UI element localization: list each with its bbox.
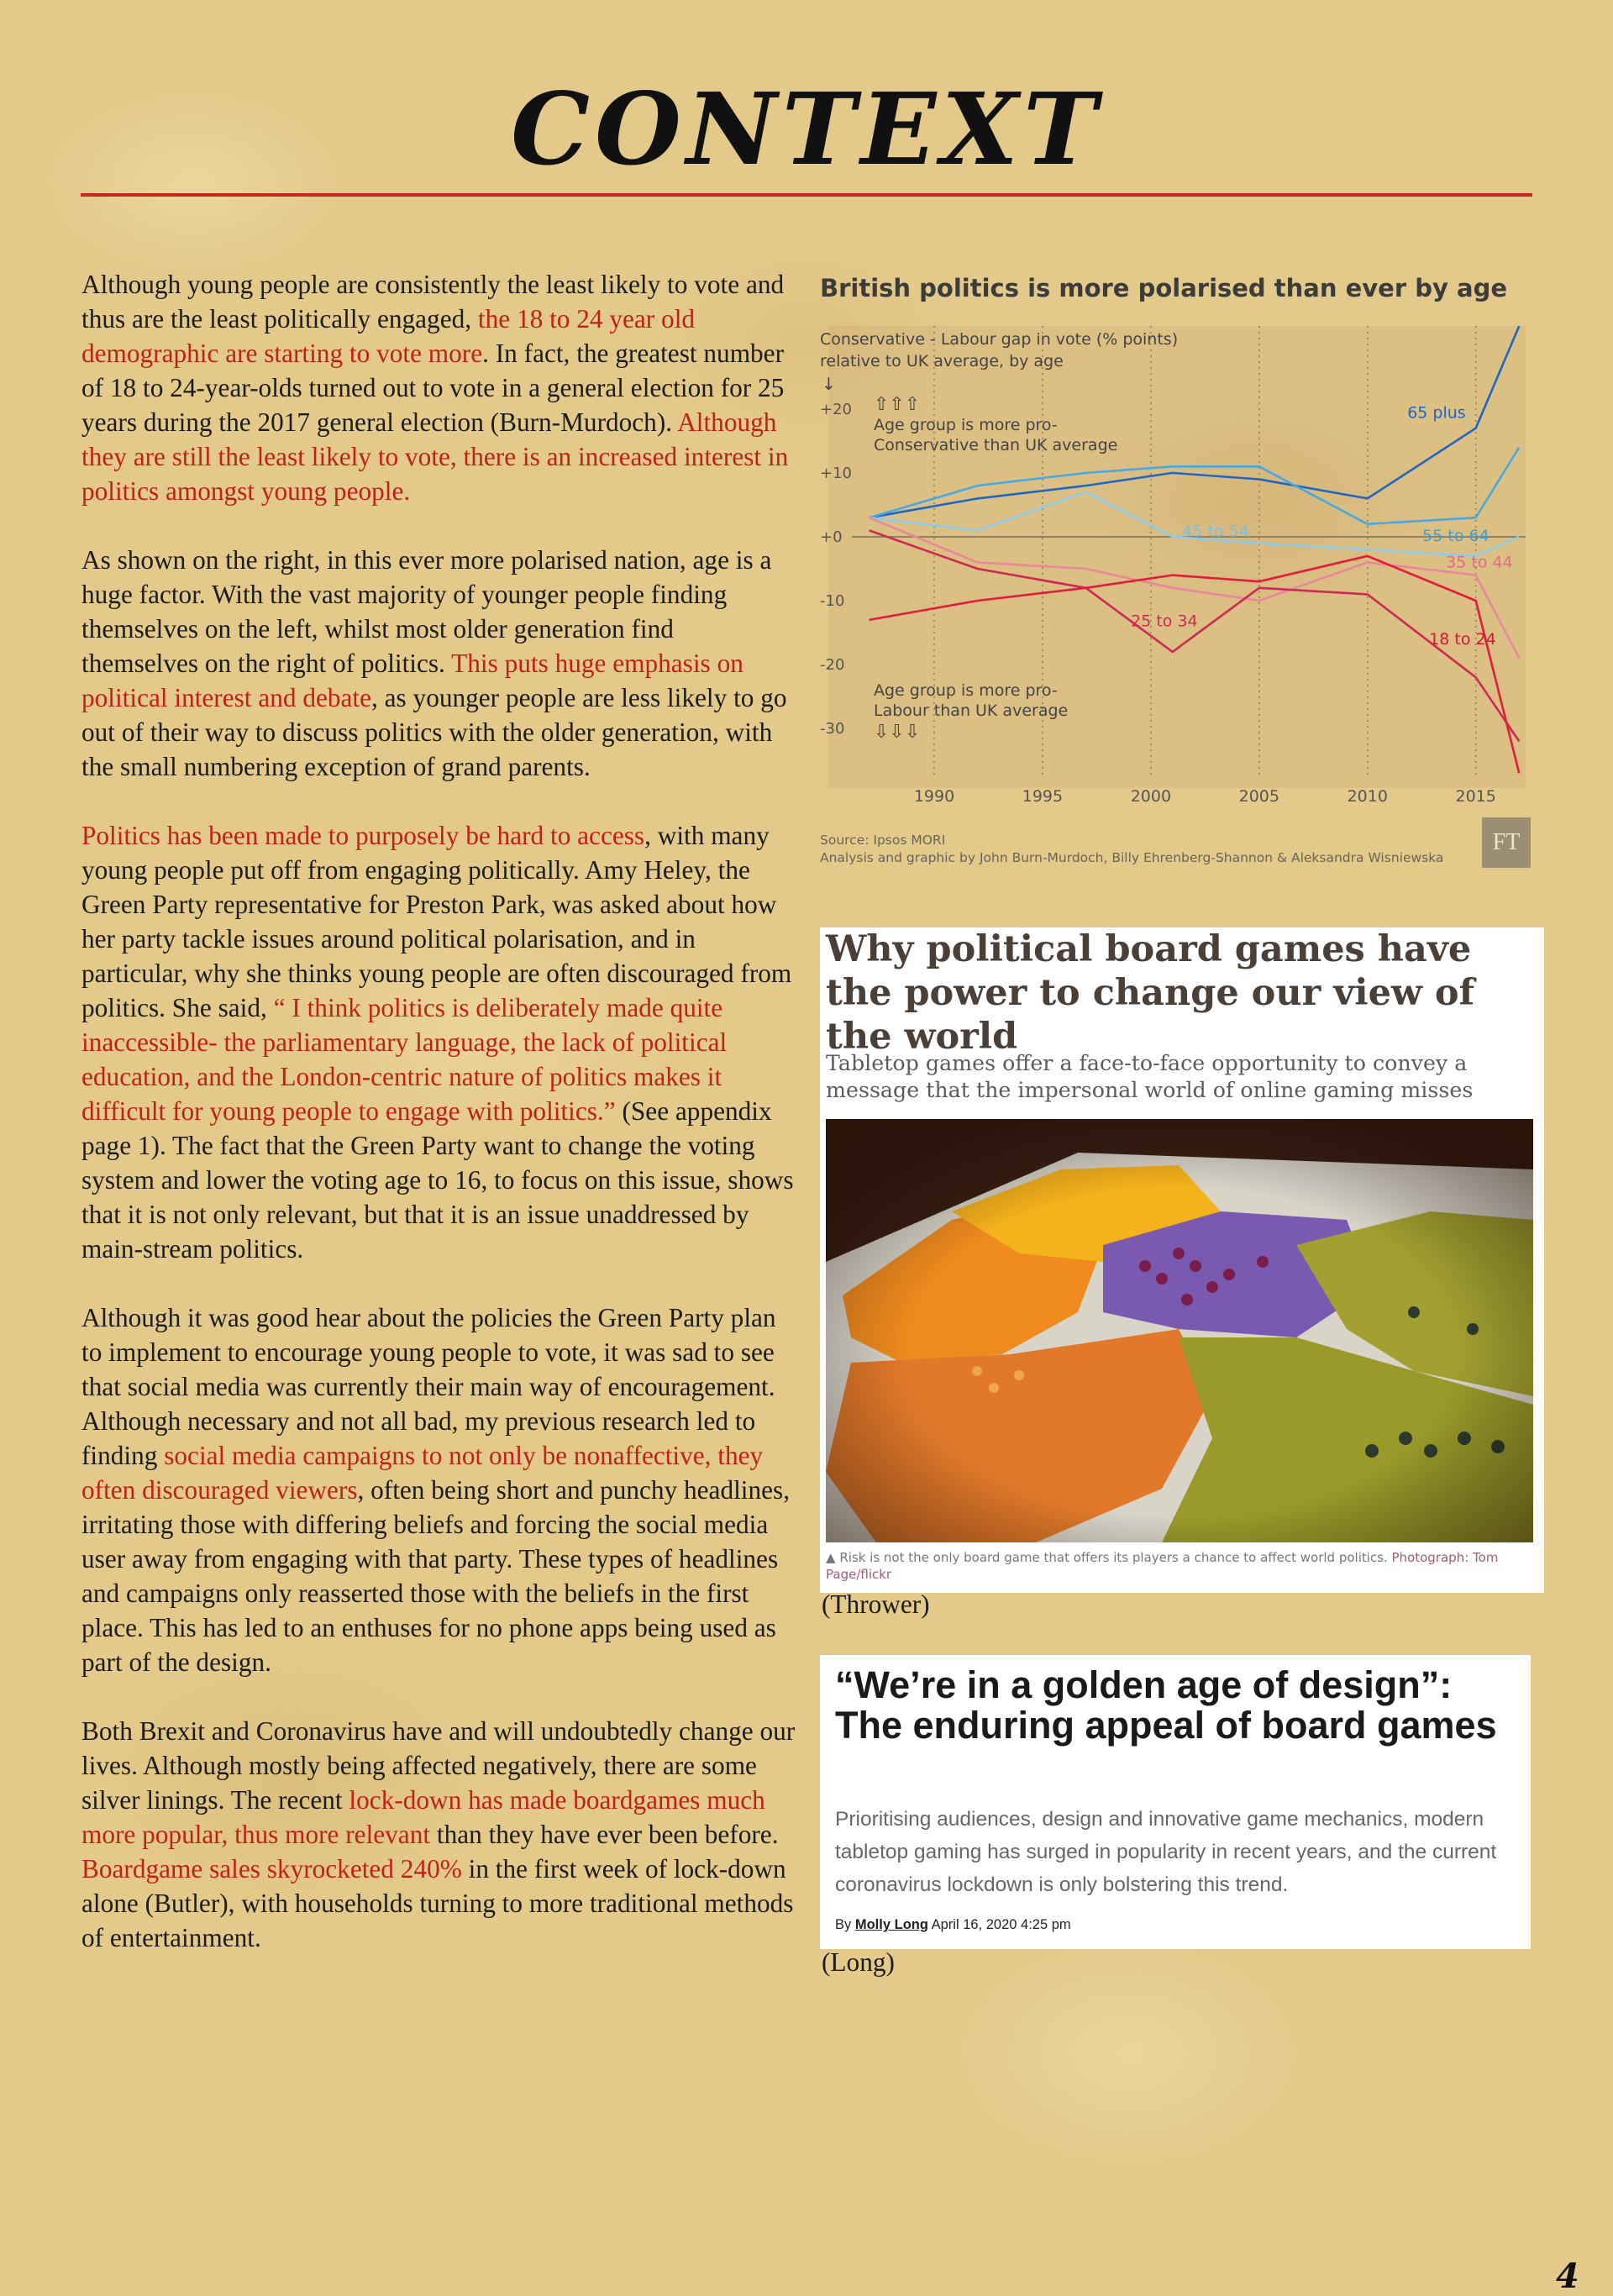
body-text-run: , often being short and punchy headlines, irritating those with differing beliefs and forcing the social media user away from engaging with that party. These types of headlines and campaigns only reasserted those with the beliefs in the first place. This has led to an enthuses for no phone apps being used as part of the design. <box>81 1475 791 1677</box>
series-label: 18 to 24 <box>1429 630 1496 649</box>
paragraph-2 <box>81 543 796 784</box>
photo-credit-link[interactable]: Photograph: Tom Page/flickr <box>826 1550 1499 1582</box>
series-label: 45 to 54 <box>1182 522 1249 541</box>
annotation-bottom-line-2: Labour than UK average <box>874 701 1069 720</box>
title-divider <box>81 193 1532 197</box>
article-headline[interactable]: “We’re in a golden age of design”: The enduring appeal of board games <box>835 1663 1497 1747</box>
series-label: 65 plus <box>1407 403 1466 423</box>
body-text-run: , as younger people are less likely to go out of their way to discuss politics with the older generation, with the small numbering exception of grand parents. <box>81 683 787 781</box>
article-headline[interactable]: Why political board games have the power to change our view of the world <box>826 928 1475 1058</box>
caption-text: Risk is not the only board game that offers its players a chance to affect world politics. <box>839 1550 1392 1565</box>
series-label: 55 to 64 <box>1422 527 1490 546</box>
paragraph-5 <box>81 1714 796 1955</box>
paragraph-4 <box>81 1300 796 1679</box>
body-text-run: than they have ever been before. <box>430 1820 779 1849</box>
author-link[interactable]: Molly Long <box>854 1917 928 1932</box>
y-axis-label-line-2: relative to UK average, by age <box>820 352 1064 370</box>
article-byline <box>835 1917 1071 1933</box>
x-tick-label: 2015 <box>1455 787 1496 806</box>
x-tick-label: 2005 <box>1238 787 1279 806</box>
body-text-run: Although young people are consistently the least likely to vote and thus are the least politically engaged, <box>81 270 785 334</box>
body-text-run: . In fact, the greatest number of 18 to 24-year-olds turned out to vote in a general election for 25 years during the 2017 general election (Burn-Murdoch). <box>81 339 785 437</box>
x-tick-label: 2010 <box>1347 787 1388 806</box>
highlighted-text: social media campaigns to not only be nonaffective, they often discouraged viewers <box>81 1441 764 1505</box>
annotation-bottom-line-1: Age group is more pro- <box>874 681 1058 700</box>
series-label: 35 to 44 <box>1446 553 1513 572</box>
article-standfirst: Prioritising audiences, design and innovative game mechanics, modern tabletop gaming has surged in popularity in recent years, and the current coronavirus lockdown is only bolstering this trend. <box>835 1808 1497 1896</box>
x-tick-label: 1990 <box>913 787 955 806</box>
body-text-run: Both Brexit and Coronavirus have and will undoubtedly change our lives. Although mostly being affected negatively, there are some silver linings. The recent <box>81 1716 796 1815</box>
citation-long: (Long) <box>822 1947 895 1977</box>
y-axis-label-line-1: Conservative - Labour gap in vote (% points) <box>820 330 1179 349</box>
ft-logo: FT <box>1482 817 1531 868</box>
article-card-golden-age-design[interactable] <box>820 1655 1531 1949</box>
body-text-run: in the first week of lock-down alone (Butler), with households turning to more traditional methods of entertainment. <box>81 1854 794 1952</box>
paragraph-3 <box>81 818 796 1266</box>
citation-thrower: (Thrower) <box>822 1589 930 1619</box>
highlighted-text: This puts huge emphasis on political interest and debate <box>81 649 743 712</box>
annotation-top-line-2: Conservative than UK average <box>874 436 1118 454</box>
body-text-run: , with many young people put off from engaging politically. Amy Heley, the Green Party representative for Preston Park, was asked about how her party tackle issues around political polarisation, and in particular, why she thinks young people are often discouraged from politics. She said, <box>81 821 792 1022</box>
page-title: CONTEXT <box>511 71 1102 187</box>
risk-board-photo <box>826 1119 1533 1542</box>
highlighted-text: Politics has been made to purposely be hard to access <box>81 821 645 850</box>
y-tick-label: -20 <box>820 656 845 675</box>
byline-prefix: By <box>835 1917 852 1932</box>
photo-caption <box>826 1549 1523 1583</box>
y-tick-label: +20 <box>820 400 852 418</box>
up-arrows-icon: ⇧⇧⇧ <box>874 394 921 415</box>
chart-credit-line: Analysis and graphic by John Burn-Murdoch, Billy Ehrenberg-Shannon & Aleksandra Wisniewska <box>820 850 1444 865</box>
highlighted-text: the 18 to 24 year old demographic are starting to vote more <box>81 304 696 368</box>
body-text-run: Although it was good hear about the policies the Green Party plan to implement to encourage young people to vote, it was sad to see that social media was currently their main way of encouragement. Although necessary and not all bad, my previous research led to finding <box>81 1303 776 1470</box>
chart-source <box>820 832 1443 867</box>
caption-triangle-icon: ▲ <box>826 1550 840 1565</box>
chart-canvas <box>820 326 1532 822</box>
chart-title: British politics is more polarised than ever by age <box>820 274 1508 302</box>
polarisation-chart <box>820 267 1532 872</box>
highlighted-text: Although they are still the least likely to vote, there is an increased interest in politics amongst young people. <box>81 407 789 506</box>
article-date: April 16, 2020 4:25 pm <box>931 1917 1071 1932</box>
y-tick-label: -10 <box>820 592 845 611</box>
down-arrow-icon: ↓ <box>822 374 836 394</box>
body-text-run: As shown on the right, in this ever more polarised nation, age is a huge factor. With the vast majority of younger people finding themselves on the left, whilst most older generation find themselves on the right of politics. <box>81 545 772 678</box>
article-card-political-board-games[interactable] <box>820 927 1544 1593</box>
y-tick-label: -30 <box>820 720 845 738</box>
article-standfirst: Tabletop games offer a face-to-face opportunity to convey a message that the impersonal world of online gaming misses <box>826 1051 1474 1102</box>
x-tick-label: 2000 <box>1130 787 1172 806</box>
body-text <box>81 267 796 1989</box>
y-tick-label: +10 <box>820 464 852 482</box>
body-text-run: (See appendix page 1). The fact that the Green Party want to change the voting system and lower the voting age to 16, to focus on this issue, shows that it is not only relevant, but that it is an issue unaddressed by main-stream politics. <box>81 1096 794 1264</box>
y-tick-label: +0 <box>820 528 843 546</box>
down-arrows-icon: ⇩⇩⇩ <box>874 722 921 743</box>
highlighted-text: “ I think politics is deliberately made quite inaccessible- the parliamentary language, the lack of political education, and the London-centric nature of politics makes it difficult for young people to engage with politics.” <box>81 993 728 1126</box>
x-tick-label: 1995 <box>1022 787 1064 806</box>
series-label: 25 to 34 <box>1131 612 1198 631</box>
paragraph-1 <box>81 267 796 508</box>
chart-source-line: Source: Ipsos MORI <box>820 833 946 848</box>
highlighted-text: lock-down has made boardgames much more popular, thus more relevant <box>81 1785 765 1849</box>
annotation-top-line-1: Age group is more pro- <box>874 416 1058 434</box>
highlighted-text: Boardgame sales skyrocketed 240% <box>81 1854 462 1884</box>
page-number: 4 <box>1556 2257 1579 2296</box>
